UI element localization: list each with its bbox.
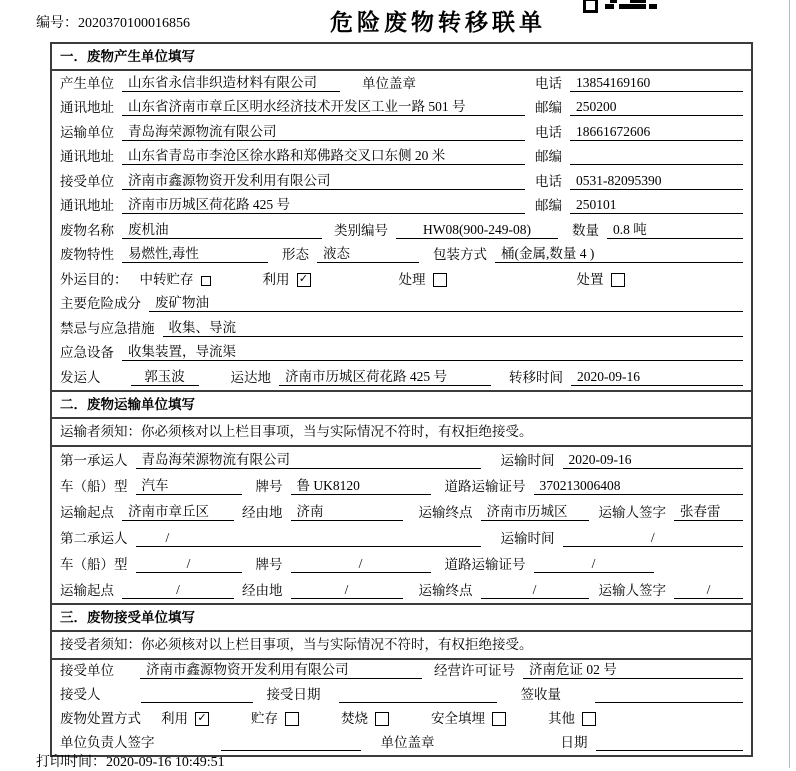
serial-label: 编号： [36, 16, 78, 31]
form-label: 形态 [282, 247, 309, 262]
equipment-value: 收集装置，导流渠 [122, 340, 743, 361]
category-value: HW08(900-249-08) [396, 222, 558, 239]
receiver-value: 济南市鑫源物资开发利用有限公司 [122, 169, 525, 190]
row-outbound-purpose [52, 267, 751, 292]
transport-time-label: 运输时间 [500, 530, 555, 546]
row-shipper [52, 365, 751, 390]
sign-label: 运输人签字 [598, 582, 666, 598]
producer-address: 山东省济南市章丘区明水经济技术开发区工业一路 501 号 [122, 95, 525, 116]
carrier2-via: / [291, 582, 403, 599]
checkbox-treat [433, 273, 447, 287]
acceptor-value [141, 686, 253, 703]
zip-label: 邮编 [535, 198, 562, 213]
license-value: 济南危证 02 号 [523, 658, 743, 679]
date-value [596, 734, 744, 751]
row-carrier2-vehicle [52, 551, 751, 577]
emergency-label: 禁忌与应急措施 [60, 320, 155, 336]
row-waste-name [52, 218, 751, 243]
serial-value: 2020370100016856 [78, 16, 190, 31]
checkbox-utilize: ✓ [297, 273, 311, 287]
row-acceptor [52, 683, 751, 707]
row-producer-address [52, 96, 751, 121]
permit-label: 道路运输证号 [444, 556, 526, 572]
character-label: 废物特性 [60, 247, 114, 262]
unit-seal-label: 单位盖章 [362, 75, 416, 91]
disposal-option-landfill: 安全填埋 [431, 707, 506, 727]
address-label: 通讯地址 [60, 198, 114, 213]
row-emergency-equipment [52, 341, 751, 366]
destination-value: 济南市历城区荷花路 425 号 [279, 365, 491, 386]
head-sign-value [221, 734, 361, 751]
row-emergency-measures [52, 316, 751, 341]
checkbox-transfer-storage [201, 276, 211, 286]
purpose-option-dispose: 处置 [577, 268, 625, 288]
accept-date-value [339, 686, 497, 703]
shipper-label: 发运人 [60, 369, 101, 385]
received-qty-value [595, 686, 743, 703]
date-label: 日期 [560, 734, 588, 750]
transporter-address: 山东省青岛市李沧区徐水路和郑佛路交叉口东侧 20 米 [122, 144, 525, 165]
carrier1-permit: 370213006408 [534, 478, 744, 495]
category-label: 类别编号 [334, 222, 388, 238]
section3-notice: 接受者须知：你必须核对以上栏目事项，当与实际情况不符时，有权拒绝接受。 [52, 632, 751, 660]
phone-label: 电话 [535, 173, 562, 189]
section2-heading: 二．废物运输单位填写 [52, 390, 751, 419]
license-label: 经营许可证号 [434, 663, 515, 679]
via-label: 经由地 [242, 504, 283, 520]
carrier1-via: 济南 [291, 500, 403, 521]
checkbox-disposal-incinerate [375, 712, 389, 726]
print-time-value: 2020-09-16 10:49:51 [106, 755, 225, 770]
carrier1-sign: 张春雷 [674, 500, 743, 521]
carrier1-time: 2020-09-16 [563, 452, 744, 469]
transporter-phone: 18661672606 [570, 124, 743, 141]
vehicle-label: 车（船）型 [60, 478, 128, 494]
disposal-option-incinerate: 焚烧 [341, 707, 389, 727]
checkbox-disposal-other [582, 712, 596, 726]
vehicle-label: 车（船）型 [60, 556, 128, 572]
carrier2-end: / [481, 582, 589, 599]
row-receiver [52, 169, 751, 194]
purpose-label: 外运目的： [60, 271, 128, 287]
zip-label: 邮编 [535, 149, 562, 164]
row-receiver-address [52, 194, 751, 219]
accept-unit-label: 接受单位 [60, 663, 114, 679]
quantity-value: 0.8 吨 [607, 218, 743, 239]
receiver-phone: 0531-82095390 [570, 173, 743, 190]
equipment-label: 应急设备 [60, 345, 114, 360]
carrier1-label: 第一承运人 [60, 452, 128, 468]
transporter-zip [570, 148, 743, 165]
waste-name-label: 废物名称 [60, 222, 114, 238]
end-label: 运输终点 [418, 504, 473, 520]
carrier2-permit: / [534, 556, 654, 573]
print-time-label: 打印时间： [36, 755, 106, 770]
row-transporter [52, 120, 751, 145]
purpose-option-transfer-storage: 中转贮存 [140, 268, 211, 288]
disposal-option-other: 其他 [548, 707, 596, 727]
carrier2-vehicle: / [136, 556, 242, 573]
carrier2-origin: / [122, 582, 234, 599]
serial-number [36, 12, 190, 32]
transporter-value: 青岛海荣源物流有限公司 [122, 120, 525, 141]
quantity-label: 数量 [572, 222, 599, 238]
transfer-date-value: 2020-09-16 [571, 369, 743, 386]
row-waste-character [52, 243, 751, 268]
row-producer [52, 71, 751, 96]
purpose-option-treat: 处理 [399, 268, 447, 288]
carrier2-sign: / [674, 582, 743, 599]
carrier1-vehicle: 汽车 [136, 474, 242, 495]
address-label: 通讯地址 [60, 100, 114, 115]
hazard-value: 废矿物油 [149, 291, 743, 312]
producer-value: 山东省永信非织造材料有限公司 [122, 71, 340, 92]
row-carrier2 [52, 525, 751, 551]
origin-label: 运输起点 [60, 504, 114, 520]
carrier1-value: 青岛海荣源物流有限公司 [136, 448, 481, 469]
acceptor-label: 接受人 [60, 687, 101, 703]
accept-unit-value: 济南市鑫源物资开发利用有限公司 [140, 658, 422, 679]
transport-time-label: 运输时间 [500, 452, 555, 468]
disposal-option-store: 贮存 [251, 707, 299, 727]
shipper-value: 郭玉波 [131, 365, 199, 386]
checkbox-disposal-utilize: ✓ [195, 712, 209, 726]
packing-value: 桶(金属,数量 4 ) [495, 242, 743, 263]
row-transporter-address [52, 145, 751, 170]
producer-phone: 13854169160 [570, 75, 743, 92]
zip-label: 邮编 [535, 100, 562, 115]
origin-label: 运输起点 [60, 582, 114, 598]
producer-label: 产生单位 [60, 75, 114, 91]
row-hazard-component [52, 292, 751, 317]
plate-label: 牌号 [255, 556, 283, 572]
carrier2-label: 第二承运人 [60, 530, 128, 546]
transfer-date-label: 转移时间 [509, 369, 563, 385]
receiver-zip: 250101 [570, 197, 743, 214]
section3-heading: 三．废物接受单位填写 [52, 603, 751, 632]
purpose-option-utilize: 利用 ✓ [263, 268, 311, 288]
row-carrier1 [52, 447, 751, 473]
carrier2-value: / [136, 530, 481, 547]
receiver-address: 济南市历城区荷花路 425 号 [122, 193, 525, 214]
packing-label: 包装方式 [433, 247, 487, 262]
carrier1-end: 济南市历城区 [481, 500, 589, 521]
row-carrier1-vehicle [52, 473, 751, 499]
page-edge-line [789, 0, 790, 768]
disposal-label: 废物处置方式 [60, 710, 141, 726]
carrier1-plate: 鲁 UK8120 [291, 474, 431, 495]
transporter-label: 运输单位 [60, 124, 114, 140]
carrier2-time: / [563, 530, 744, 547]
row-carrier1-route [52, 499, 751, 525]
section1-heading: 一．废物产生单位填写 [52, 44, 751, 71]
print-time [36, 751, 225, 771]
carrier2-plate: / [291, 556, 431, 573]
emergency-value: 收集、导流 [163, 316, 744, 337]
character-value: 易燃性,毒性 [122, 242, 268, 263]
carrier1-origin: 济南市章丘区 [122, 500, 234, 521]
sign-label: 运输人签字 [598, 504, 666, 520]
page-title: 危险废物转移联单 [330, 10, 546, 35]
manifest-form [50, 42, 753, 757]
phone-label: 电话 [535, 124, 562, 140]
checkbox-dispose [611, 273, 625, 287]
accept-date-label: 接受日期 [266, 687, 321, 703]
form-value: 液态 [317, 242, 419, 263]
qr-code-fragment [583, 0, 657, 10]
checkbox-disposal-store [285, 712, 299, 726]
plate-label: 牌号 [255, 478, 283, 494]
phone-label: 电话 [535, 75, 562, 91]
row-disposal-method [52, 707, 751, 731]
section2-notice: 运输者须知：你必须核对以上栏目事项，当与实际情况不符时，有权拒绝接受。 [52, 419, 751, 447]
received-qty-label: 签收量 [520, 687, 561, 703]
destination-label: 运达地 [230, 369, 271, 385]
via-label: 经由地 [242, 582, 283, 598]
permit-label: 道路运输证号 [444, 478, 526, 494]
end-label: 运输终点 [418, 582, 473, 598]
row-carrier2-route [52, 577, 751, 603]
receiver-label: 接受单位 [60, 173, 114, 189]
row-accept-unit [52, 660, 751, 684]
disposal-option-utilize: 利用 ✓ [161, 707, 209, 727]
head-sign-label: 单位负责人签字 [60, 734, 155, 750]
address-label: 通讯地址 [60, 149, 114, 164]
checkbox-disposal-landfill [492, 712, 506, 726]
hazard-label: 主要危险成分 [60, 296, 141, 311]
waste-name-value: 废机油 [122, 218, 322, 239]
producer-zip: 250200 [570, 99, 743, 116]
unit-seal-label: 单位盖章 [380, 734, 435, 750]
